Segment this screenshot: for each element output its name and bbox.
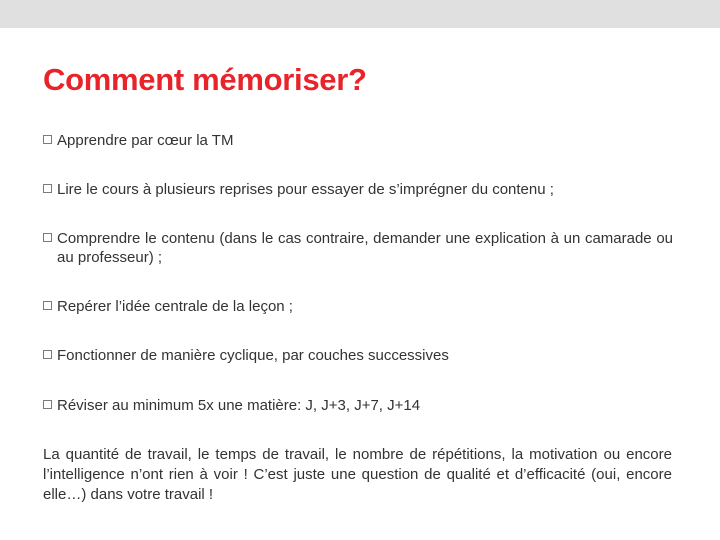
bullet-text: Repérer l’idée centrale de la leçon ; [57,298,293,315]
checkbox-square-icon [43,184,52,193]
bullet-text: Réviser au minimum 5x une matière: J, J+3, J+7, J+14 [57,397,421,414]
bullet-item [43,346,673,365]
conclusion-paragraph: La quantité de travail, le temps de travail, le nombre de répétitions, la motivation ou encore l’intelligence n’ont rien à voir ! C’est juste une question de qualité et d’efficacité (oui, encore elle…) dans votre travail ! [43,446,672,503]
bullet-text: Fonctionner de manière cyclique, par couches successives [57,347,449,364]
checkbox-square-icon [43,301,52,310]
bullet-item [43,229,673,267]
bullet-item [43,131,673,150]
checkbox-square-icon [43,233,52,242]
bullet-text: Comprendre le contenu (dans le cas contraire, demander une explication à un camarade ou au professeur) ; [57,230,673,266]
slide-title: Comment mémoriser? [43,62,367,97]
bullet-text: Apprendre par cœur la TM [57,132,234,149]
bullet-text: Lire le cours à plusieurs reprises pour essayer de s’imprégner du contenu ; [57,181,554,198]
checkbox-square-icon [43,350,52,359]
bullet-item [43,396,673,415]
bullet-item [43,180,673,199]
checkbox-square-icon [43,135,52,144]
checkbox-square-icon [43,400,52,409]
bullet-item [43,297,673,316]
top-band [0,0,720,28]
